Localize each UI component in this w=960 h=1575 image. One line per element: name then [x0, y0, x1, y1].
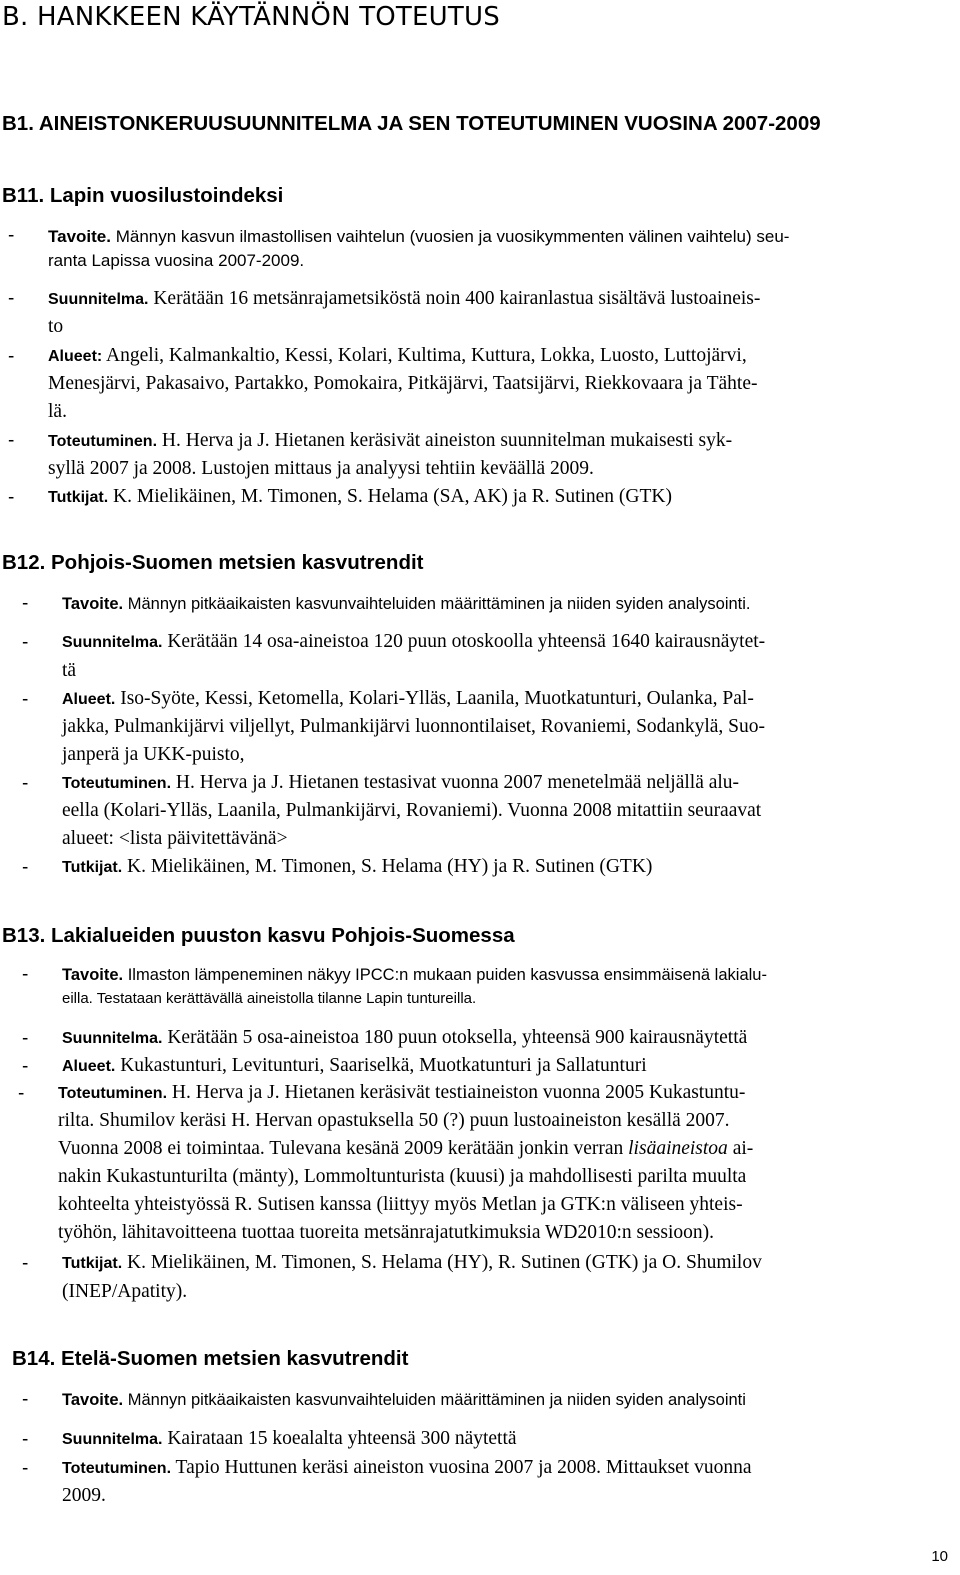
b13-tutkijat-label: Tutkijat.	[62, 1255, 123, 1272]
section-b1-heading: B1. AINEISTONKERUUSUUNNITELMA JA SEN TOTEUTUMINEN VUOSINA 2007-2009	[2, 112, 821, 135]
b13-tutkijat-line-1: Tutkijat. K. Mielikäinen, M. Timonen, S. Helama (HY), R. Sutinen (GTK) ja O. Shumilov	[62, 1252, 762, 1273]
b13-tavoite-line-2: eilla. Testataan kerättävällä aineistolla tilanne Lapin tuntureilla.	[62, 990, 477, 1007]
b12-toteutuminen-label: Toteutuminen.	[62, 775, 172, 792]
bullet-dash: -	[8, 288, 15, 309]
bullet-dash: -	[22, 593, 29, 614]
b13-tavoite-line-1: Tavoite. Ilmaston lämpeneminen näkyy IPCC:n mukaan puiden kasvussa ensimmäisenä lakialu-	[62, 966, 767, 984]
bullet-dash: -	[18, 1083, 25, 1104]
b11-tutkijat-line-1: Tutkijat. K. Mielikäinen, M. Timonen, S. Helama (SA, AK) ja R. Sutinen (GTK)	[48, 486, 672, 507]
b14-tavoite-label: Tavoite.	[62, 1391, 124, 1409]
b12-toteutuminen-line-2: eella (Kolari-Ylläs, Laanila, Pulmankijärvi, Rovaniemi). Vuonna 2008 mitattiin seuraavat	[62, 800, 762, 821]
b11-alueet-line-3: lä.	[48, 401, 67, 422]
page-number: 10	[931, 1548, 948, 1565]
b14-toteutuminen-line-2: 2009.	[62, 1485, 106, 1506]
b13-alueet-line-1: Alueet. Kukastunturi, Levitunturi, Saariselkä, Muotkatunturi ja Sallatunturi	[62, 1055, 647, 1076]
b11-tavoite-label: Tavoite.	[48, 227, 111, 246]
b13-tavoite-label: Tavoite.	[62, 966, 124, 984]
bullet-dash: -	[22, 1056, 29, 1077]
b13-toteutuminen-line-4: nakin Kukastunturilta (mänty), Lommoltunturista (kuusi) ja mahdollisesti parilta muulta	[58, 1166, 747, 1187]
b12-alueet-label: Alueet.	[62, 691, 116, 708]
b11-toteutuminen-line-2: syllä 2007 ja 2008. Lustojen mittaus ja analyysi tehtiin keväällä 2009.	[48, 458, 594, 479]
bullet-dash: -	[8, 346, 15, 367]
b13-suunnitelma-line-1: Suunnitelma. Kerätään 5 osa-aineistoa 180 puun otoksella, yhteensä 900 kairausnäytettä	[62, 1027, 748, 1048]
b12-tutkijat-label: Tutkijat.	[62, 859, 123, 876]
bullet-dash: -	[22, 632, 29, 653]
bullet-dash: -	[22, 773, 29, 794]
b14-tavoite-line-1: Tavoite. Männyn pitkäaikaisten kasvunvaihteluiden määrittäminen ja niiden syiden analysointi	[62, 1391, 746, 1409]
bullet-dash: -	[8, 430, 15, 451]
b12-suunnitelma-label: Suunnitelma.	[62, 634, 163, 651]
page-main-heading: B. HANKKEEN KÄYTÄNNÖN TOTEUTUS	[2, 2, 500, 32]
b13-toteutuminen-line-1: Toteutuminen. H. Herva ja J. Hietanen keräsivät testiaineiston vuonna 2005 Kukastuntu-	[58, 1082, 746, 1103]
b13-toteutuminen-line-5: kohteelta yhteistyössä R. Sutisen kanssa (liittyy myös Metlan ja GTK:n väliseen yhteis-	[58, 1194, 743, 1215]
b14-suunnitelma-line-1: Suunnitelma. Kairataan 15 koealalta yhteensä 300 näytettä	[62, 1428, 517, 1449]
b12-tutkijat-line-1: Tutkijat. K. Mielikäinen, M. Timonen, S. Helama (HY) ja R. Sutinen (GTK)	[62, 856, 653, 877]
b11-suunnitelma-line-1: Suunnitelma. Kerätään 16 metsänrajametsiköstä noin 400 kairanlastua sisältävä lustoaineis-	[48, 288, 761, 309]
b13-toteutuminen-label: Toteutuminen.	[58, 1085, 168, 1102]
b14-toteutuminen-line-1: Toteutuminen. Tapio Huttunen keräsi aineiston vuosina 2007 ja 2008. Mittaukset vuonna	[62, 1457, 752, 1478]
b11-tutkijat-label: Tutkijat.	[48, 489, 109, 506]
bullet-dash: -	[22, 857, 29, 878]
b13-toteutuminen-line-2: rilta. Shumilov keräsi H. Hervan opastuksella 50 (?) puun lustoaineiston kesällä 2007.	[58, 1110, 730, 1131]
b11-alueet-line-2: Menesjärvi, Pakasaivo, Partakko, Pomokaira, Pitkäjärvi, Taatsijärvi, Riekkovaara ja Tähte-	[48, 373, 758, 394]
b12-toteutuminen-line-3: alueet: <lista päivitettävänä>	[62, 828, 288, 849]
b14-toteutuminen-label: Toteutuminen.	[62, 1460, 172, 1477]
bullet-dash: -	[22, 689, 29, 710]
b13-alueet-label: Alueet.	[62, 1058, 116, 1075]
bullet-dash: -	[22, 1429, 29, 1450]
b11-suunnitelma-label: Suunnitelma.	[48, 291, 149, 308]
b13-toteutuminen-line-6: työhön, lähitavoitteena tuottaa tuoreita metsänrajatutkimuksia WD2010:n sessioon).	[58, 1222, 714, 1243]
b11-toteutuminen-line-1: Toteutuminen. H. Herva ja J. Hietanen keräsivät aineiston suunnitelman mukaisesti syk-	[48, 430, 733, 451]
b12-alueet-line-1: Alueet. Iso-Syöte, Kessi, Ketomella, Kolari-Ylläs, Laanila, Muotkatunturi, Oulanka, Pal-	[62, 688, 754, 709]
b12-suunnitelma-line-1: Suunnitelma. Kerätään 14 osa-aineistoa 120 puun otoskoolla yhteensä 1640 kairausnäytet-	[62, 631, 766, 652]
b12-suunnitelma-line-2: tä	[62, 660, 77, 681]
section-b13-heading: B13. Lakialueiden puuston kasvu Pohjois-Suomessa	[2, 924, 515, 947]
b12-toteutuminen-line-1: Toteutuminen. H. Herva ja J. Hietanen testasivat vuonna 2007 menetelmää neljällä alu-	[62, 772, 740, 793]
bullet-dash: -	[22, 964, 29, 985]
section-b12-heading: B12. Pohjois-Suomen metsien kasvutrendit	[2, 551, 424, 574]
b12-alueet-line-2: jakka, Pulmankijärvi viljellyt, Pulmankijärvi luonnontilaiset, Rovaniemi, Sodankylä, Suo-	[62, 716, 765, 737]
b11-suunnitelma-line-2: to	[48, 316, 64, 337]
b12-tavoite-label: Tavoite.	[62, 595, 124, 613]
b13-tutkijat-line-2: (INEP/Apatity).	[62, 1281, 188, 1302]
b13-suunnitelma-label: Suunnitelma.	[62, 1030, 163, 1047]
b11-alueet-label: Alueet:	[48, 348, 103, 365]
b14-suunnitelma-label: Suunnitelma.	[62, 1431, 163, 1448]
bullet-dash: -	[8, 225, 15, 246]
section-b14-heading: B14. Etelä-Suomen metsien kasvutrendit	[12, 1347, 409, 1370]
bullet-dash: -	[22, 1028, 29, 1049]
bullet-dash: -	[8, 487, 15, 508]
b13-toteutuminen-line-3: Vuonna 2008 ei toimintaa. Tulevana kesänä 2009 kerätään jonkin verran lisäaineistoa ai-	[58, 1138, 754, 1159]
b11-alueet-line-1: Alueet: Angeli, Kalmankaltio, Kessi, Kolari, Kultima, Kuttura, Lokka, Luosto, Luttojärvi,	[48, 345, 747, 366]
section-b11-heading: B11. Lapin vuosilustoindeksi	[2, 184, 284, 207]
b11-tavoite-line-1: Tavoite. Männyn kasvun ilmastollisen vaihtelun (vuosien ja vuosikymmenten välinen vaihtelu) seu-	[48, 227, 790, 246]
bullet-dash: -	[22, 1458, 29, 1479]
b11-tavoite-line-2: ranta Lapissa vuosina 2007-2009.	[48, 251, 305, 270]
b12-tavoite-line-1: Tavoite. Männyn pitkäaikaisten kasvunvaihteluiden määrittäminen ja niiden syiden analysointi.	[62, 595, 751, 613]
bullet-dash: -	[22, 1253, 29, 1274]
bullet-dash: -	[22, 1389, 29, 1410]
b11-toteutuminen-label: Toteutuminen.	[48, 433, 158, 450]
b12-alueet-line-3: janperä ja UKK-puisto,	[62, 744, 245, 765]
